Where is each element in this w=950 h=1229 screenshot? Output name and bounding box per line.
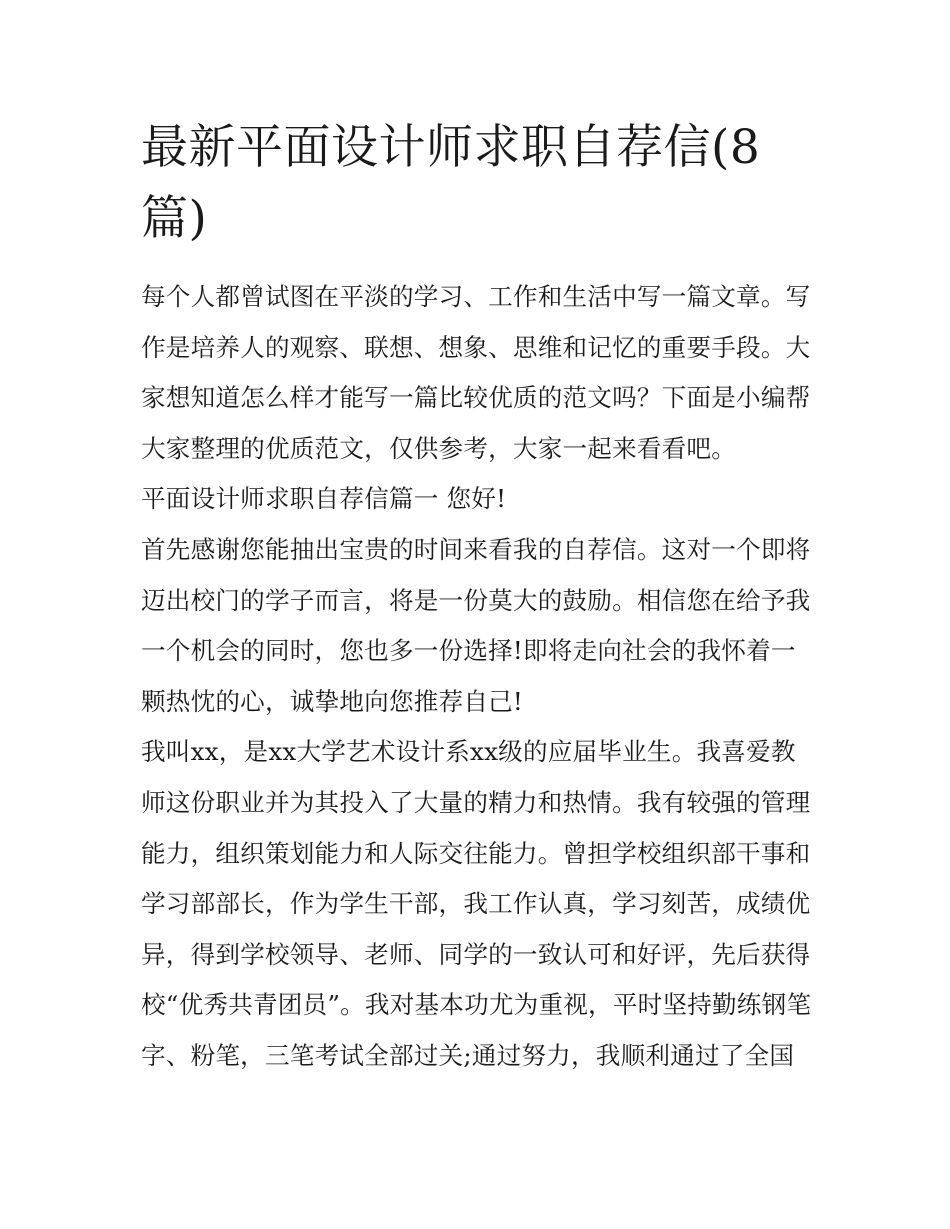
text-line: 能力，组织策划能力和人际交往能力。曾担学校组织部干事和 — [141, 838, 811, 868]
thanks-paragraph — [141, 525, 813, 727]
text-line: 平面设计师求职自荐信篇一 您好! — [141, 484, 507, 514]
document-page — [141, 112, 813, 1082]
text-line: 迈出校门的学子而言，将是一份莫大的鼓励。相信您在给予我 — [141, 585, 811, 615]
intro-paragraph — [141, 272, 813, 474]
text-line: 字、粉笔，三笔考试全部过关;通过努力，我顺利通过了全国 — [141, 1040, 795, 1070]
title-line-1: 最新平面设计师求职自荐信(8 — [141, 120, 761, 175]
text-line: 校“优秀共青团员”。我对基本功尤为重视，平时坚持勤练钢笔 — [141, 990, 812, 1020]
text-line: 大家整理的优质范文，仅供参考，大家一起来看看吧。 — [141, 433, 737, 463]
title-line-2: 篇) — [141, 191, 208, 246]
text-line: 一个机会的同时，您也多一份选择!即将走向社会的我怀着一 — [141, 636, 796, 666]
text-line: 师这份职业并为其投入了大量的精力和热情。我有较强的管理 — [141, 787, 811, 817]
text-line: 每个人都曾试图在平淡的学习、工作和生活中写一篇文章。写 — [141, 282, 811, 311]
text-line: 我叫xx，是xx大学艺术设计系xx级的应届毕业生。我喜爱教 — [141, 737, 796, 767]
text-line: 学习部部长，作为学生干部，我工作认真，学习刻苦，成绩优 — [141, 889, 811, 919]
text-line: 异，得到学校领导、老师、同学的一致认可和好评，先后获得 — [141, 939, 811, 969]
document-title — [141, 112, 813, 254]
self-intro-paragraph — [141, 727, 813, 1081]
section-heading-paragraph — [141, 474, 813, 525]
text-line: 首先感谢您能抽出宝贵的时间来看我的自荐信。这对一个即将 — [141, 534, 811, 564]
text-line: 家想知道怎么样才能写一篇比较优质的范文吗？下面是小编帮 — [141, 383, 811, 413]
text-line: 作是培养人的观察、联想、想象、思维和记忆的重要手段。大 — [141, 332, 811, 362]
text-line: 颗热忱的心，诚挚地向您推荐自己! — [141, 686, 523, 716]
